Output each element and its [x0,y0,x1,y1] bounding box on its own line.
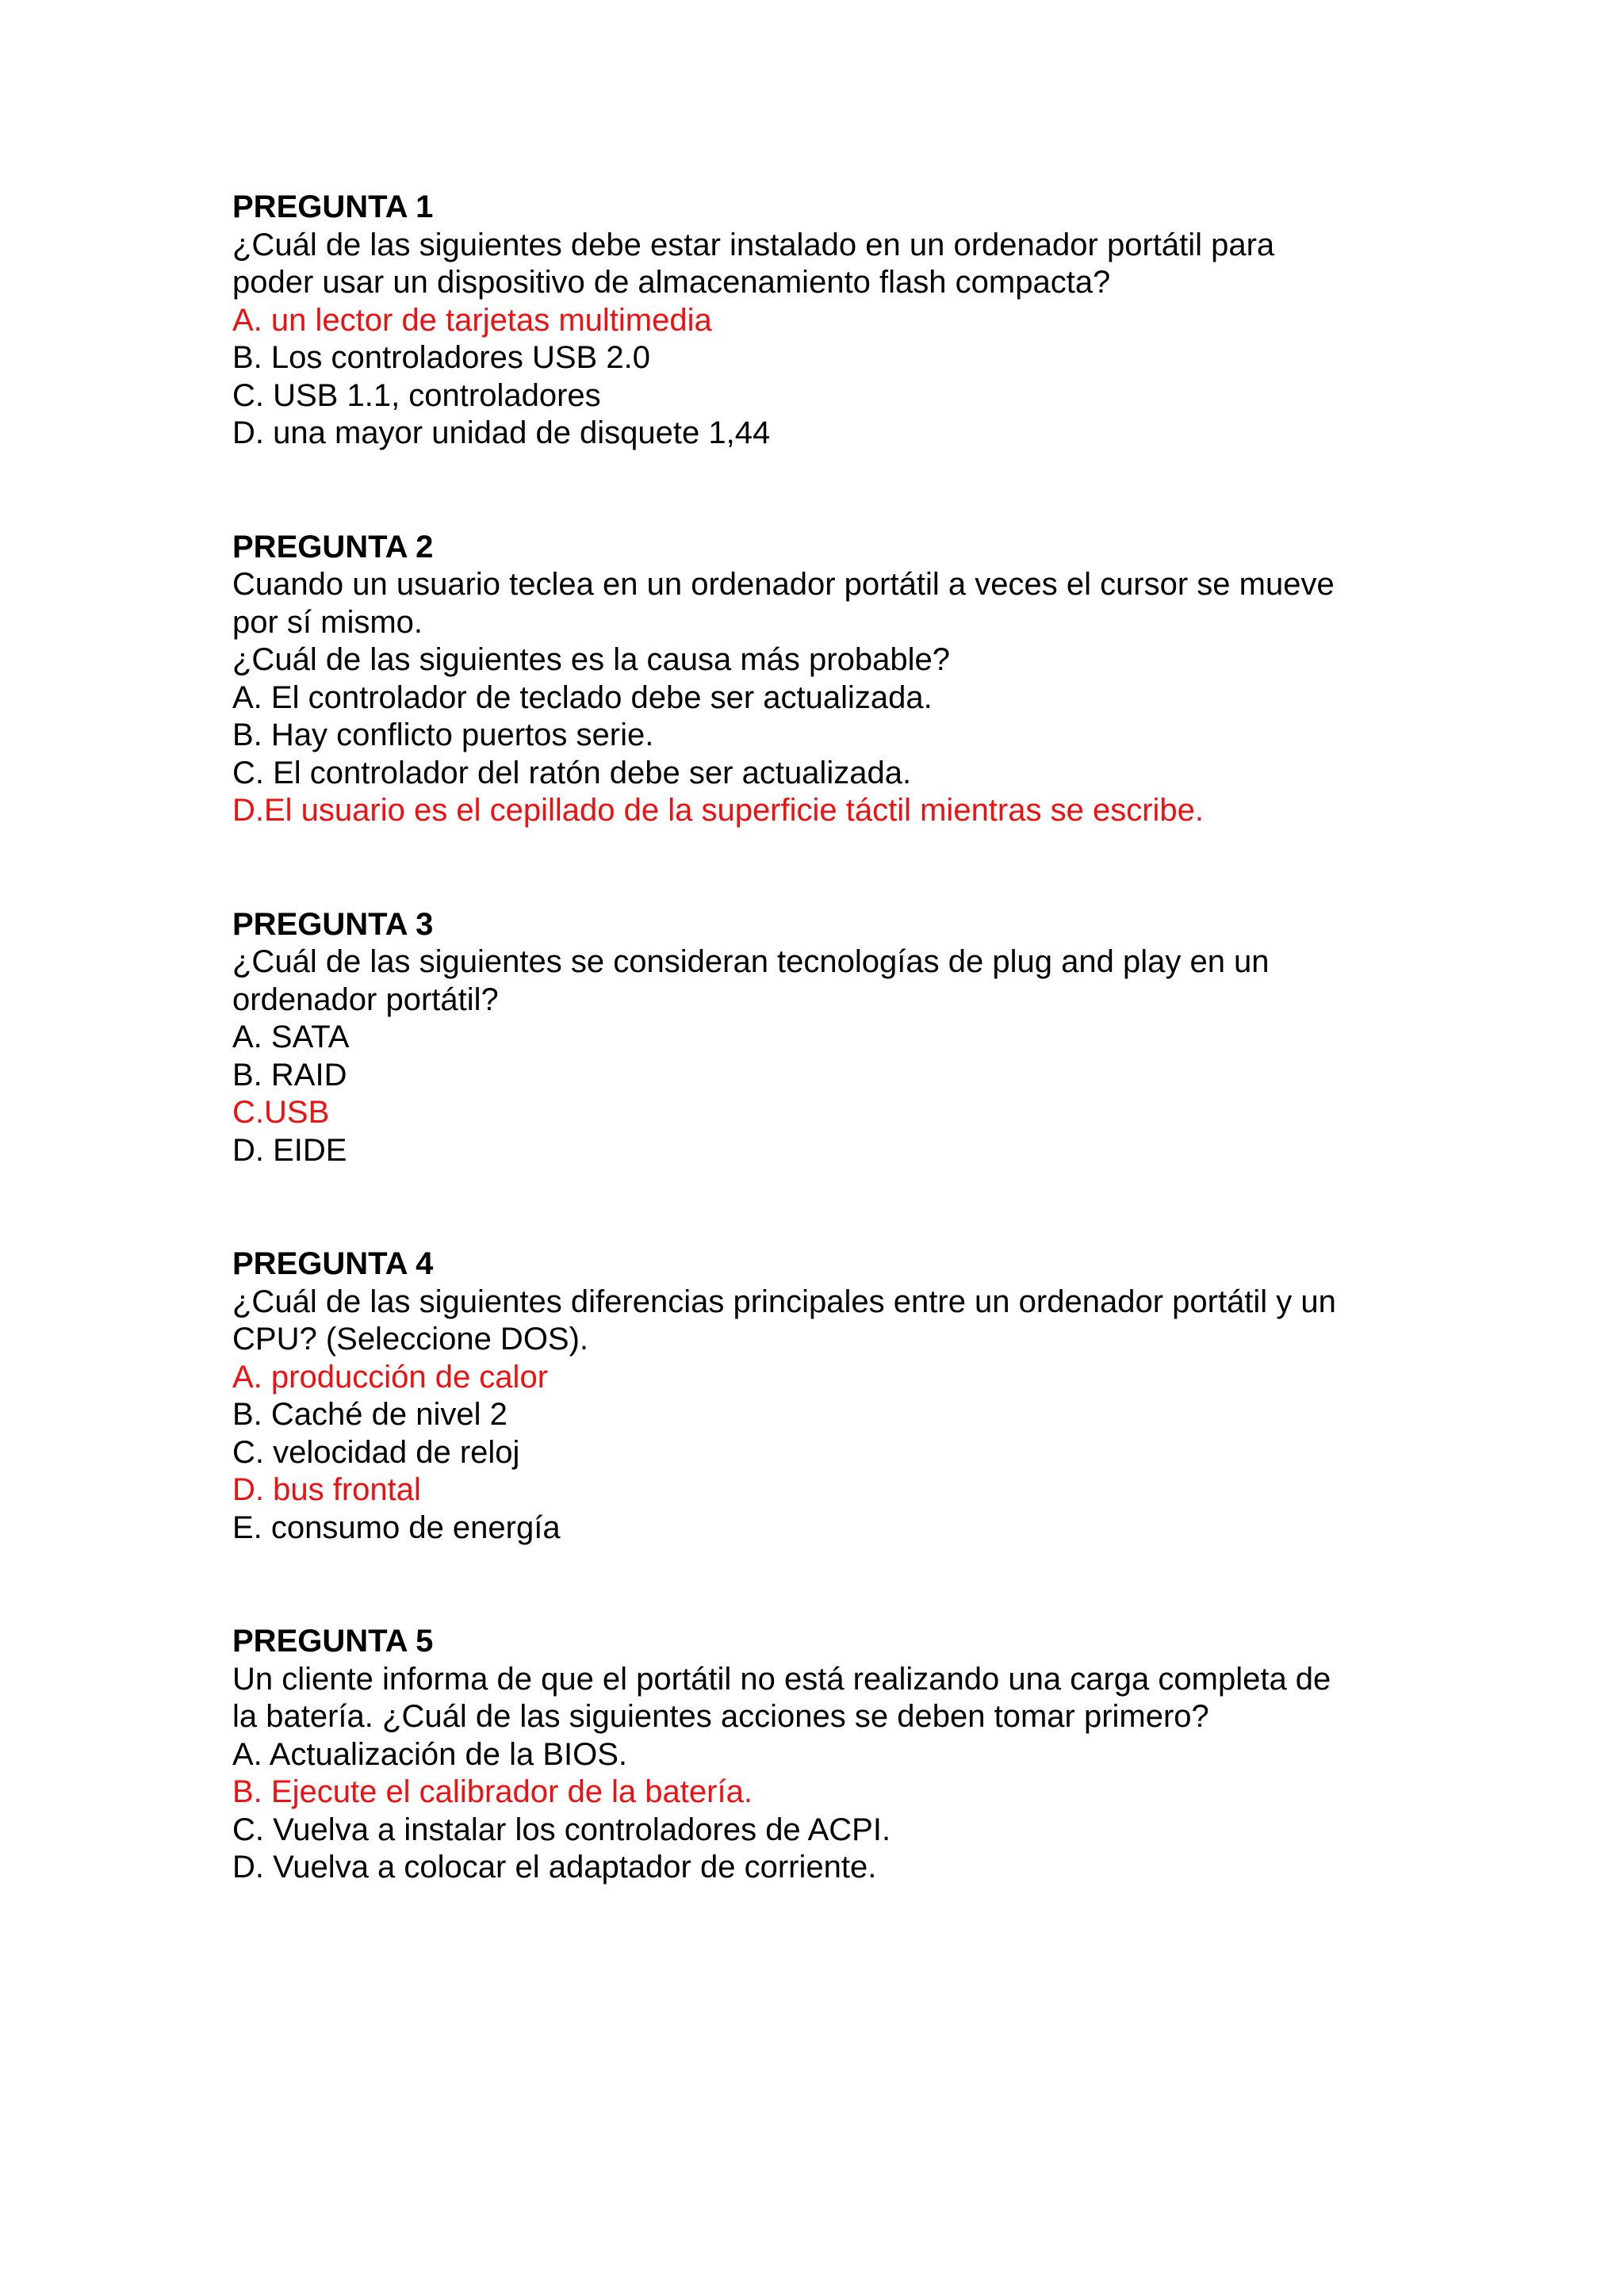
answer-option: D. una mayor unidad de disquete 1,44 [232,415,771,450]
answer-option: B. Ejecute el calibrador de la batería. [232,1774,753,1809]
answer-option: B. Los controladores USB 2.0 [232,340,650,375]
answer-option: D. Vuelva a colocar el adaptador de corriente. [232,1850,877,1885]
question-title: PREGUNTA 3 [232,906,434,942]
question-text: ¿Cuál de las siguientes es la causa más probable? [232,642,950,677]
question-text: por sí mismo. [232,604,423,640]
answer-option: C. El controlador del ratón debe ser actualizada. [232,755,912,790]
question-text: la batería. ¿Cuál de las siguientes acciones se deben tomar primero? [232,1699,1209,1734]
question-title: PREGUNTA 2 [232,529,434,564]
question-1 [232,189,1406,453]
answer-option: C. USB 1.1, controladores [232,377,601,413]
question-5 [232,1623,1406,1887]
question-title: PREGUNTA 1 [232,189,434,224]
question-title: PREGUNTA 5 [232,1624,434,1659]
answer-option: B. Caché de nivel 2 [232,1397,508,1432]
document-page [232,189,1406,1963]
answer-option: C. Vuelva a instalar los controladores de ACPI. [232,1812,891,1847]
question-text: ¿Cuál de las siguientes debe estar instalado en un ordenador portátil para [232,227,1275,262]
answer-option: D. bus frontal [232,1472,421,1507]
answer-option: B. Hay conflicto puertos serie. [232,718,654,752]
answer-option: C.USB [232,1095,330,1130]
question-4 [232,1246,1406,1547]
question-2 [232,529,1406,830]
answer-option: E. consumo de energía [232,1510,561,1545]
answer-option: A. El controlador de teclado debe ser actualizada. [232,679,933,715]
question-3 [232,906,1406,1170]
question-text: poder usar un dispositivo de almacenamiento flash compacta? [232,265,1111,300]
answer-option: A. producción de calor [232,1359,549,1395]
question-text: ordenador portátil? [232,982,499,1017]
answer-option: B. RAID [232,1057,347,1093]
answer-option: A. un lector de tarjetas multimedia [232,302,712,338]
question-text: CPU? (Seleccione DOS). [232,1322,589,1357]
answer-option: D. EIDE [232,1132,347,1168]
question-text: ¿Cuál de las siguientes diferencias principales entre un ordenador portátil y un [232,1284,1336,1319]
question-text: Cuando un usuario teclea en un ordenador portátil a veces el cursor se mueve [232,567,1335,602]
question-title: PREGUNTA 4 [232,1246,434,1281]
question-text: Un cliente informa de que el portátil no está realizando una carga completa de [232,1661,1331,1697]
answer-option: A. SATA [232,1020,350,1054]
answer-option: C. velocidad de reloj [232,1434,520,1470]
answer-option: D.El usuario es el cepillado de la superficie táctil mientras se escribe. [232,793,1205,828]
question-text: ¿Cuál de las siguientes se consideran tecnologías de plug and play en un [232,944,1270,979]
answer-option: A. Actualización de la BIOS. [232,1736,628,1772]
